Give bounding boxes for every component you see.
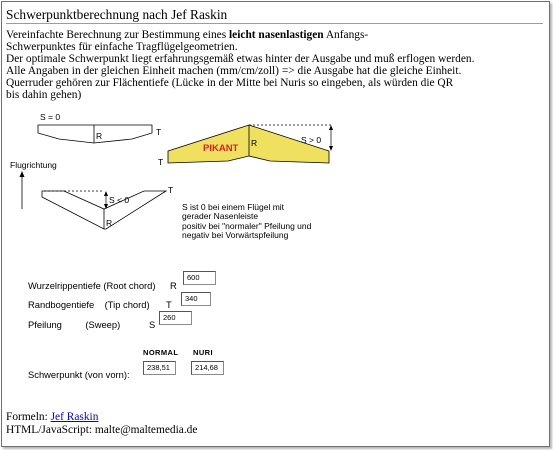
sweep-label: Pfeilung (Sweep) [28,319,121,330]
sweep-note-line2: gerader Nasenleiste [182,211,259,222]
root-chord-letter: R [170,280,177,291]
result-label: Schwerpunkt (von vorn): [28,369,130,380]
sweep-note-line3: positiv bei "normaler" Pfeilung und [182,220,312,231]
intro-line1-pre: Vereinfachte Berechnung zur Bestimmung eines [6,29,229,41]
label-forward-tip: T [168,185,174,195]
root-chord-label: Wurzelrippentiefe (Root chord) [28,280,156,291]
root-chord-input[interactable]: 600 [183,271,216,285]
label-s-negative: S < 0 [109,195,130,205]
column-normal-header: NORMAL [143,348,179,357]
page-title: Schwerpunktberechnung nach Jef Raskin [6,7,228,22]
result-nuri-output[interactable]: 214,68 [191,361,224,375]
intro-line2: Schwerpunktes für einfache Tragflügelgeometrien. [6,40,238,53]
label-swept-tip: T [158,157,164,167]
sweep-note-line1: S ist 0 bei einem Flügel mit [182,202,285,212]
label-flight-direction: Flugrichtung [10,160,57,170]
jef-raskin-link[interactable]: Jef Raskin [50,411,99,423]
sweep-note-line4: negativ bei Vorwärtspfeilung [182,230,289,241]
intro-line3: Der optimale Schwerpunkt liegt erfahrungsgemäß etwas hinter der Ausgabe und muß erflogen werden. [6,52,475,65]
swept-arrow-head-bottom [329,146,333,151]
tip-chord-letter: T [166,299,172,310]
label-forward-root: R [106,218,113,228]
sweep-note [182,203,311,241]
label-straight-tip: T [156,127,162,137]
column-nuri-header: NURI [193,348,213,357]
formulas-label: Formeln: [6,411,51,423]
label-pikant: PIKANT [203,143,239,154]
label-swept-root: R [251,138,258,148]
tip-chord-label: Randbogentiefe (Tip chord) [28,299,150,310]
label-s-positive: S > 0 [301,135,322,145]
sweep-input[interactable]: 260 [159,311,192,325]
intro-text [6,30,546,101]
tip-chord-input[interactable]: 340 [181,292,211,306]
straight-wing-shape [38,125,152,143]
forward-arrow-head-top [104,191,108,196]
intro-line5: Querruder gehören zur Flächentiefe (Lücke in der Mitte bei Nuris so eingeben, als würden die QR [6,76,454,89]
swept-arrow-head-top [329,125,333,130]
formulas-line [6,411,98,423]
result-normal-output[interactable]: 238,51 [143,361,176,375]
page-frame [1,1,550,447]
credit-line: HTML/JavaScript: malte@maltemedia.de [6,424,198,436]
flight-direction-arrow-head [20,171,25,177]
intro-line4: Alle Angaben in der gleichen Einheit machen (mm/cm/zoll) => die Ausgabe hat die gleiche Einheit. [6,64,462,77]
label-straight-root: R [96,131,103,141]
intro-line1-post: Anfangs- [323,29,369,41]
sweep-letter: S [149,319,156,330]
intro-line1-bold: leicht nasenlastigen [229,29,324,41]
label-s-zero: S = 0 [40,112,61,122]
intro-line6: bis dahin gehen) [6,88,82,101]
title-divider [6,23,543,24]
